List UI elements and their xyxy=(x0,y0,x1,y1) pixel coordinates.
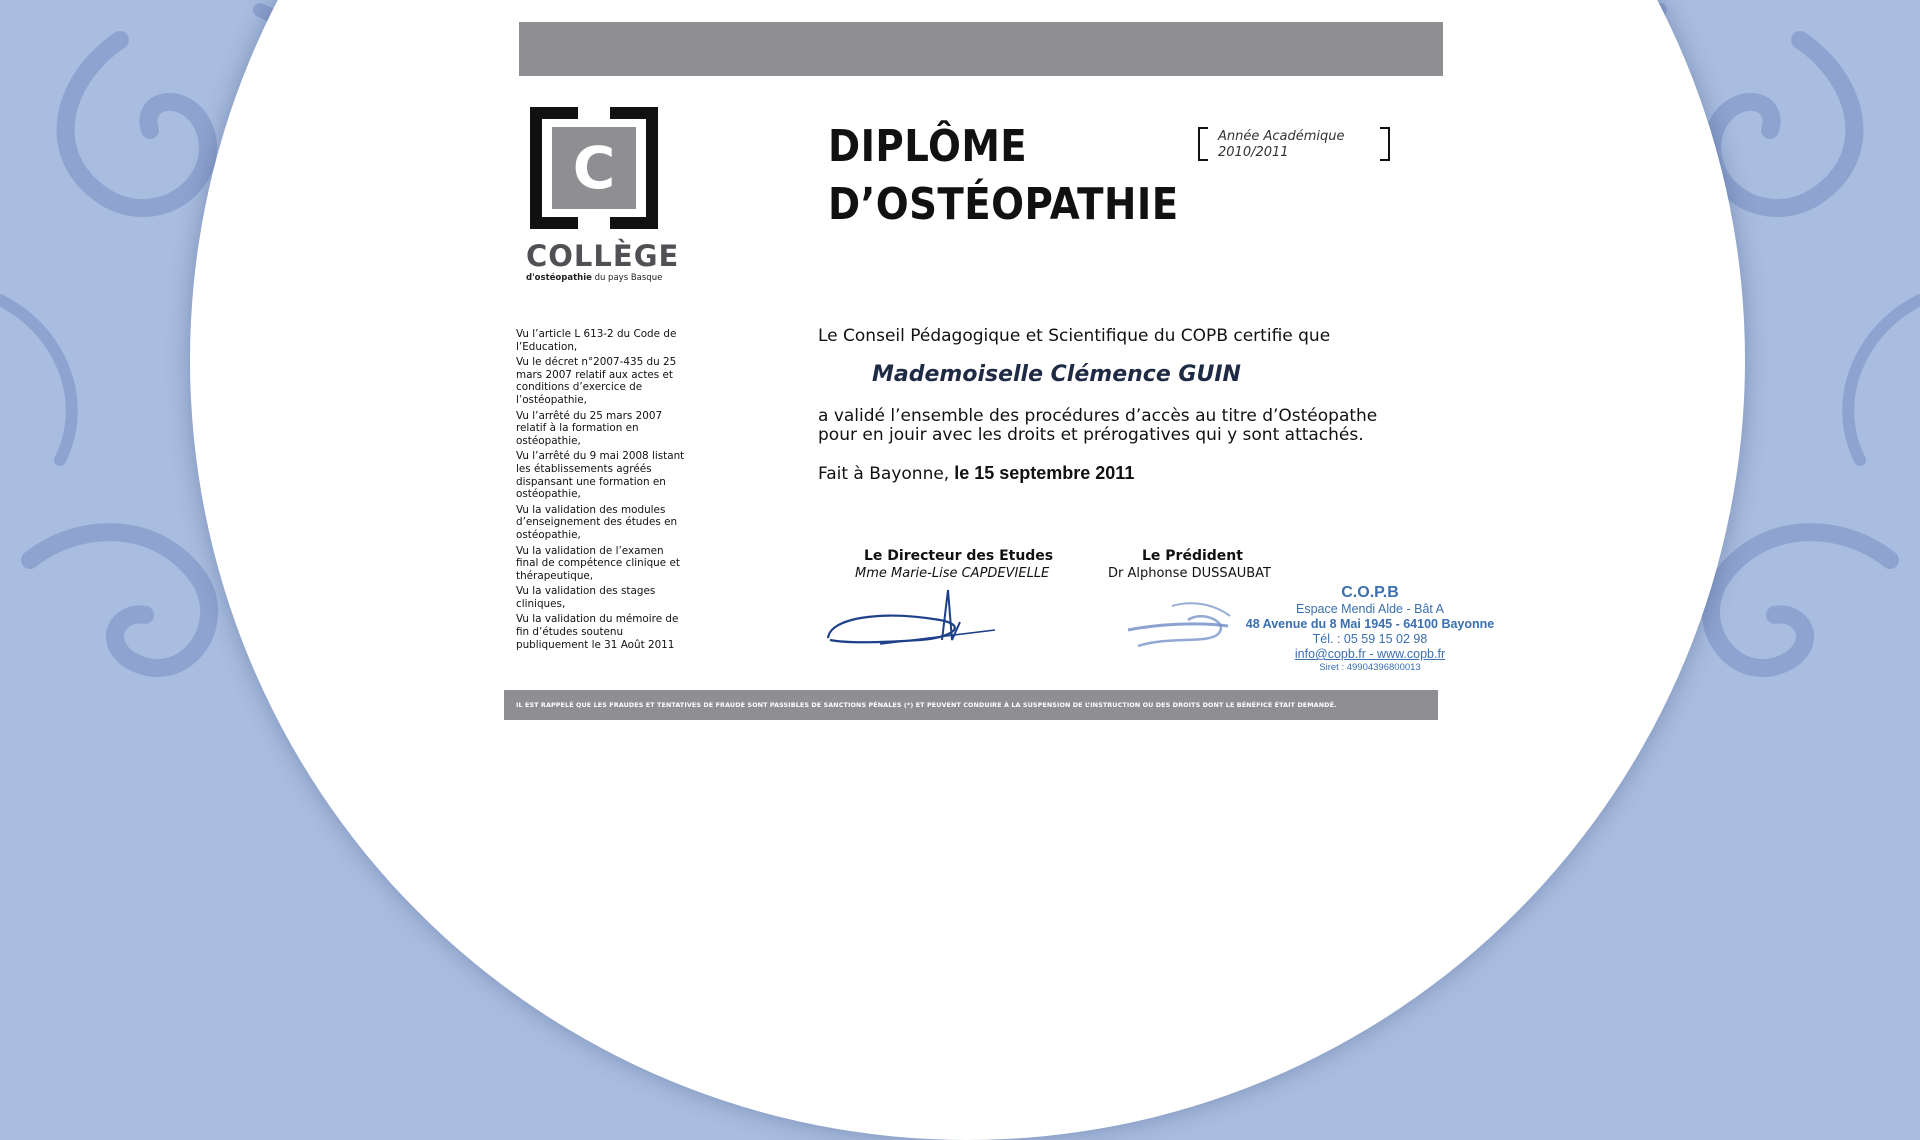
stamp-org: C.O.P.B xyxy=(1341,584,1399,601)
academic-year-label: Année Académique xyxy=(1218,129,1345,144)
president-title: Le Prédident xyxy=(1142,548,1243,564)
legal-references xyxy=(516,328,686,654)
diploma-title-line2: D’OSTÉOPATHIE xyxy=(828,179,1179,230)
stamp-address-2: 48 Avenue du 8 Mai 1945 - 64100 Bayonne xyxy=(1245,617,1495,631)
college-subtitle-rest: du pays Basque xyxy=(591,273,663,283)
legal-reference: Vu la validation des stages cliniques, xyxy=(516,585,656,610)
legal-reference: Vu l’article L 613-2 du Code de l’Education, xyxy=(516,328,677,353)
footer-notice: IL EST RAPPELÉ QUE LES FRAUDES ET TENTATIVES DE FRAUDE SONT PASSIBLES DE SANCTIONS PÉNALES (*) ET PEUVENT CONDUIRE À LA SUSPENSION DE L’INSTRUCTION OU DES DROITS DONT LE BÉNÉFICE ÉTAIT DEMANDÉ. xyxy=(504,690,1438,720)
stamp-address-1: Espace Mendi Alde - Bât A xyxy=(1295,602,1444,616)
bracket-right xyxy=(1380,127,1390,161)
legal-reference: Vu la validation des modules d’enseignement des études en ostéopathie, xyxy=(516,503,678,541)
stamp-web: info@copb.fr - www.copb.fr xyxy=(1294,647,1446,661)
academic-year-text xyxy=(1218,129,1345,161)
college-subtitle xyxy=(526,273,662,283)
recipient-name: Mademoiselle Clémence GUIN xyxy=(872,362,1241,387)
place: Fait à Bayonne, xyxy=(818,464,950,484)
place-date xyxy=(818,463,1134,484)
stamp-phone: Tél. : 05 59 15 02 98 xyxy=(1312,632,1428,646)
diploma-title xyxy=(828,118,1179,234)
college-name: COLLÈGE xyxy=(526,239,680,273)
college-subtitle-bold: d'ostéopathie xyxy=(526,273,592,283)
stamp-siret: Siret : 49904396800013 xyxy=(1319,662,1421,673)
director-signature xyxy=(820,560,1010,650)
legal-reference: Vu le décret n°2007-435 du 25 mars 2007 relatif aux actes et conditions d’exercice de l’ostéopathie, xyxy=(516,356,677,406)
director-name: Mme Marie-Lise CAPDEVIELLE xyxy=(855,566,1050,581)
validation-line-2: pour en jouir avec les droits et prérogatives qui y sont attachés. xyxy=(818,425,1364,445)
copb-stamp xyxy=(1240,584,1500,674)
president-name: Dr Alphonse DUSSAUBAT xyxy=(1108,566,1272,581)
director-title: Le Directeur des Etudes xyxy=(864,548,1054,564)
validation-line-1: a validé l’ensemble des procédures d’accès au titre d’Ostéopathe xyxy=(818,406,1378,426)
certification-statement: Le Conseil Pédagogique et Scientifique du COPB certifie que xyxy=(818,326,1331,346)
header-band xyxy=(519,22,1443,76)
academic-year-box xyxy=(1198,127,1390,165)
college-logo xyxy=(526,103,680,283)
issue-date: le 15 septembre 2011 xyxy=(949,463,1135,483)
legal-reference: Vu la validation du mémoire de fin d’études soutenu publiquement le 31 Août 2011 xyxy=(516,613,679,651)
legal-reference: Vu l’arrêté du 9 mai 2008 listant les établissements agréés dispansant une formation en ostéopathie, xyxy=(516,450,685,501)
bracket-left xyxy=(1198,127,1208,161)
academic-year-value: 2010/2011 xyxy=(1218,145,1289,160)
diploma-title-line1: DIPLÔME xyxy=(828,121,1028,172)
legal-reference: Vu l’arrêté du 25 mars 2007 relatif à la formation en ostéopathie, xyxy=(516,409,663,447)
college-logo-letter: C xyxy=(572,134,616,202)
legal-reference: Vu la validation de l’examen final de compétence clinique et thérapeutique, xyxy=(516,544,680,582)
